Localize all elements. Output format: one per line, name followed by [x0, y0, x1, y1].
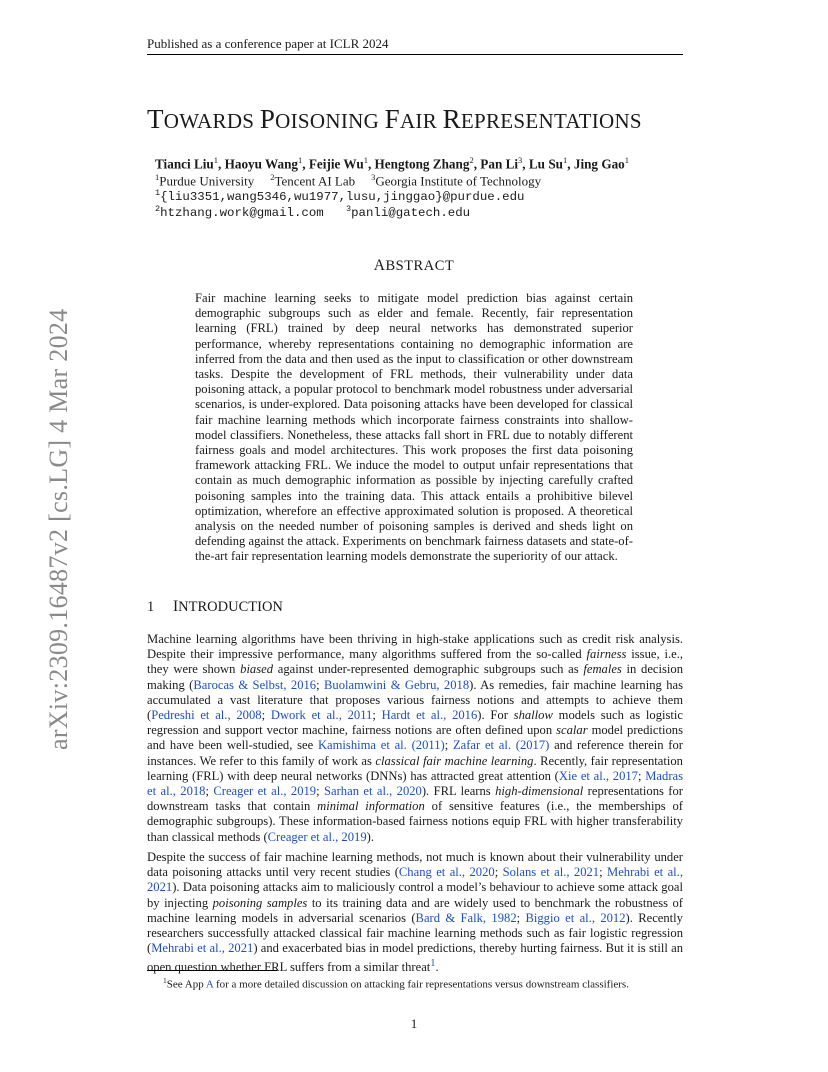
arxiv-stamp[interactable] [22, 290, 73, 750]
text-run: ). [366, 829, 374, 844]
text-run: in decision making ( [147, 662, 684, 692]
text-run: models such as logistic regression and support vector machine, fairness notions are often defined upon [147, 708, 683, 738]
emphasis: classical fair machine learning [375, 753, 534, 768]
author-name: Jing Gao [573, 156, 625, 172]
author-affil-mark: 1 [213, 155, 219, 165]
text-run: ; [316, 677, 325, 692]
abstract-heading [0, 257, 828, 275]
author-affil-mark: 1 [363, 155, 368, 165]
text-run: ; [444, 738, 453, 753]
abstract-text: Fair machine learning seeks to mitigate model prediction bias against certain demographic subgroups such as elder and female. Recently, fair representation learning (FRL) trained by deep neural networks has demonstrated superior performance, whereby representations containing no demographic information are inferred from the data and then used as the input to classification or other downstream tasks. Despite the development of FRL methods, their vulnerability under data poisoning attack, a popular protocol to benchmark model robustness under adversarial scenarios, is under-explored. Data poisoning attacks have been developed for classical fair machine learning methods which incorporate fairness constraints into shallow-model classifiers. Nonetheless, these attacks fall short in FRL due to notably different fairness goals and model architectures. This work proposes the first data poisoning framework attacking FRL. We induce the model to output unfair representations that contain as much demographic information as possible by injecting carefully crafted poisoning samples into the training data. This attack entails a prohibitive bilevel optimization, wherefore an effective approximated solution is proposed. A theoretical analysis on the needed number of poisoning samples is derived and sheds light on defending against the attack. Experiments on benchmark fairness datasets and state-of-the-art fair representation learning models demonstrate the superiority of our attack. [195, 291, 633, 564]
section-number: 1 [147, 599, 155, 615]
citation-link[interactable]: Hardt et al., 2016 [381, 708, 478, 723]
text-run: against under-represented demographic subgroups such as [273, 662, 584, 677]
citation-link[interactable]: Dwork et al., 2011 [270, 708, 373, 723]
text-run: Despite the success of fair machine learning methods, not much is known about their vulnerability under data poisoning attacks until very recent studies ( [147, 850, 683, 880]
email-mark: 2 [155, 204, 161, 214]
affiliation: Purdue University [159, 173, 255, 189]
running-head: Published as a conference paper at ICLR 2024 [147, 36, 389, 51]
citation-link[interactable]: Kamishima et al. (2011) [317, 738, 445, 753]
intro-paragraph-2 [147, 850, 683, 976]
title-word: AIR [399, 109, 443, 133]
author-name: Tianci Liu [155, 156, 214, 172]
footnote [163, 976, 629, 991]
affil-mark: 3 [371, 172, 376, 182]
citation-link[interactable]: Buolamwini & Gebru, 2018 [324, 677, 470, 692]
abstract-heading-rest: BSTRACT [385, 258, 455, 274]
text-run: . Recently, fair representation learning (FRL) with deep neural networks (DNNs) has attracted great attention ( [147, 753, 683, 783]
text-run: ; [516, 910, 526, 925]
text-run: ; [599, 865, 608, 880]
emphasis: minimal information [317, 799, 425, 814]
citation-link[interactable]: Madras et al., 2018 [147, 768, 684, 799]
text-run: ). Recently researchers successfully attacked classical fair machine learning methods such as fair logistic regression ( [147, 910, 683, 956]
text-run: Machine learning algorithms have been thriving in high-stake applications such as credit risk analysis. Despite their impressive performance, many algorithms suffered from the so-called [147, 632, 683, 662]
author-name: Feijie Wu [308, 156, 364, 172]
title-cap: F [384, 104, 400, 134]
text-run: representations for downstream tasks that contain [147, 784, 683, 814]
paper-title [147, 104, 642, 135]
text-run: ). As remedies, fair machine learning has accumulated a vast literature that proposes various fairness notions and attempts to achieve them ( [147, 677, 683, 723]
text-run: of sensitive features (i.e., the memberships of demographic subgroups). These information-based fairness notions equip FRL with higher transferability than classical methods ( [147, 799, 684, 844]
title-cap: P [259, 104, 276, 134]
text-run: ; [316, 784, 325, 799]
text-run: ). FRL learns [421, 784, 496, 799]
header-rule [147, 54, 683, 55]
text-run: . [435, 960, 439, 975]
author-affil-mark: 1 [298, 155, 303, 165]
section-heading-rest: NTRODUCTION [178, 599, 283, 615]
footnote-mark[interactable]: 1 [430, 958, 436, 970]
appendix-link[interactable]: A [205, 978, 214, 991]
title-word: EPRESENTATIONS [460, 109, 642, 133]
author-name: Pan Li [480, 156, 519, 172]
affil-mark: 2 [270, 172, 275, 182]
emphasis: scalar [556, 723, 588, 738]
title-word: OISONING [275, 109, 385, 133]
email-mark: 1 [155, 188, 161, 198]
email-line-2 [155, 204, 470, 220]
intro-paragraph-1 [147, 632, 683, 845]
citation-link[interactable]: Biggio et al., 2012 [525, 910, 626, 925]
email-mark: 3 [346, 204, 352, 214]
citation-link[interactable]: Creager et al., 2019 [213, 784, 317, 799]
text-run: ; [372, 708, 382, 723]
citation-link[interactable]: Chang et al., 2020 [398, 865, 495, 880]
author-name: Lu Su [528, 156, 563, 172]
title-cap: R [442, 104, 461, 134]
citation-link[interactable]: Pedreshi et al., 2008 [151, 708, 262, 723]
text-run: ; [494, 865, 503, 880]
author-affil-mark: 2 [469, 155, 474, 165]
affiliation: Georgia Institute of Technology [375, 173, 542, 189]
citation-link[interactable]: Sarhan et al., 2020 [324, 784, 422, 799]
emphasis: high-dimensional [495, 784, 584, 799]
footnote-number: 1 [163, 976, 167, 985]
email-address[interactable]: htzhang.work@gmail.com [160, 206, 324, 221]
citation-link[interactable]: Xie et al., 2017 [558, 768, 638, 783]
author-affil-mark: 3 [518, 155, 523, 165]
emphasis: fairness [586, 647, 627, 662]
citation-link[interactable]: Zafar et al. (2017) [452, 738, 550, 753]
text-run: for a more detailed discussion on attacking fair representations versus downstream classifiers. [213, 978, 629, 991]
citation-link[interactable]: Solans et al., 2021 [502, 865, 600, 880]
text-run: ; [205, 784, 214, 799]
section-heading [147, 598, 283, 616]
text-run: See App [166, 978, 206, 991]
page-number: 1 [410, 1016, 418, 1031]
title-cap: T [147, 104, 164, 134]
citation-link[interactable]: Mehrabi et al., 2021 [151, 941, 254, 956]
text-run: ; [637, 768, 646, 783]
text-run: and reference therein for instances. We refer to this family of work as [147, 738, 683, 768]
citation-link[interactable]: Bard & Falk, 1982 [415, 910, 517, 925]
author-name: Haoyu Wang [224, 156, 299, 172]
title-word: OWARDS [163, 109, 260, 133]
section-heading-cap: I [173, 598, 179, 615]
affiliations [155, 172, 541, 189]
emphasis: poisoning samples [212, 895, 308, 910]
emphasis: shallow [513, 708, 553, 723]
email-address[interactable]: panli@gatech.edu [351, 206, 471, 221]
citation-link[interactable]: Creager et al., 2019 [267, 829, 367, 844]
text-run: to its training data and are widely used to benchmark the robustness of machine learning models in adversarial scenarios ( [147, 895, 683, 925]
footnote-rule [147, 970, 277, 971]
affiliation: Tencent AI Lab [274, 173, 356, 189]
text-run: ; [261, 708, 271, 723]
emphasis: biased [240, 662, 274, 677]
text-run: ). Data poisoning attacks aim to maliciously control a model’s behaviour to achieve some attack goal by injecting [147, 880, 683, 910]
affil-mark: 1 [155, 172, 160, 182]
citation-link[interactable]: Barocas & Selbst, 2016 [193, 677, 317, 692]
text-run: model predictions and have been well-studied, see [147, 723, 683, 753]
author-list: Tianci Liu$^1$, Haoyu Wang$^1$, Feijie Wu$^1$, Hengtong Zhang$^2$, Pan Li$^3$, Lu Su$^1$, Jing Gao$^1$ [155, 155, 630, 172]
citation-link[interactable]: Mehrabi et al., 2021 [147, 865, 683, 895]
abstract-heading-cap: A [373, 257, 386, 274]
arxiv-stamp-text: arXiv:2309.16487v2 [cs.LG] 4 Mar 2024 [44, 308, 73, 750]
text-run: ) and exacerbated bias in model predictions, thereby hurting fairness. But it is still an open question whether FRL suffers from a similar threat [147, 941, 684, 975]
emphasis: females [583, 662, 622, 677]
email-address[interactable]: {liu3351,wang5346,wu1977,lusu,jinggao}@purdue.edu [160, 190, 525, 205]
author-affil-mark: 1 [563, 155, 568, 165]
author-name: Hengtong Zhang [374, 156, 470, 172]
email-line-1 [155, 188, 524, 204]
author-affil-mark: 1 [624, 155, 630, 165]
text-run: issue, i.e., they were shown [147, 647, 683, 677]
text-run: ). For [477, 708, 514, 723]
